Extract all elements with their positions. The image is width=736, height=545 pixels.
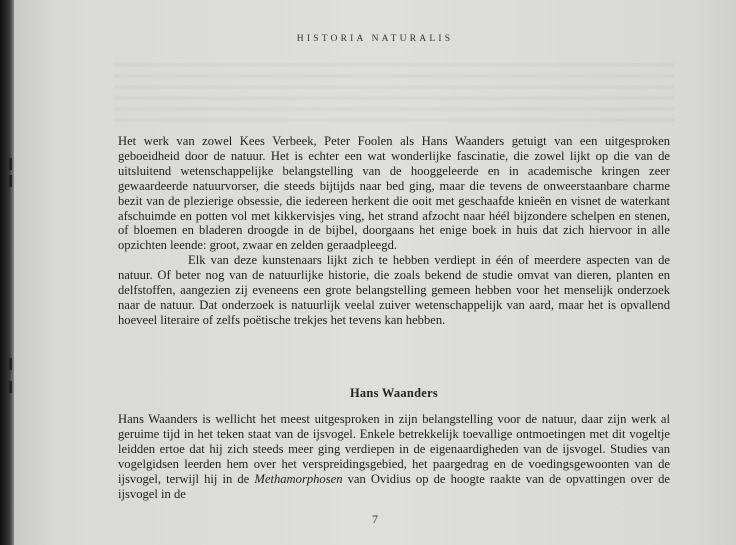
show-through-text [114, 55, 674, 125]
intro-text-block [118, 134, 670, 328]
binding-mark [9, 175, 12, 187]
running-header: HISTORIA NATURALIS [296, 34, 454, 44]
book-page [14, 0, 736, 545]
paragraph-text-start: Hans Waanders is wellicht het meest uitgesproken in zijn belangstelling voor de natuur, daar zijn werk al geruime tijd in het teken staat van de ijsvogel. Enkele betrekkelijk toevallige ontmoetingen met dit vogeltje leidden ertoe dat hij zich steeds meer ging verdiepen in de eigenaardigheden van de ijsvogel. Studies van vogelgidsen leerden hem over het verspreidingsgebied, het paargedrag en de voedingsgewoonten van de ijsvogel, terwijl hij in de [118, 412, 670, 486]
binding-mark [9, 158, 12, 170]
binding-mark [9, 358, 12, 370]
paragraph-artists: Elk van deze kunstenaars lijkt zich te hebben verdiept in één of meerdere aspecten van de natuur. Of beter nog van de natuurlijke historie, die zoals bekend de studie omvat van dieren, planten en delfstoffen, aangezien zij eveneens een grote belangstelling gemeen hebben voor het menselijk onderzoek naar de natuur. Dat onderzoek is natuurlijk veelal zuiver wetenschappelijk van aard, maar het is opvallend hoeveel literaire of zelfs poëtische trekjes het tevens kan hebben. [118, 253, 670, 327]
book-title-italic: Methamorphosen [254, 471, 343, 486]
section-text-block [118, 412, 670, 501]
binding-mark [9, 381, 12, 393]
page-number: 7 [372, 512, 378, 526]
section-heading: Hans Waanders [349, 386, 439, 400]
paragraph-intro: Het werk van zowel Kees Verbeek, Peter Foolen als Hans Waanders getuigt van een uitgesproken geboeidheid door de natuur. Het is echter een wat wonderlijke fascinatie, die zowel lijkt op die van de uitsluitend wetenschappelijke belangstelling van de hooggeleerde en in academische kringen zeer gewaardeerde natuurvorser, die steeds bijtijds naar bed ging, maar die tevens de onweerstaanbare charme bezit van de plezierige obsessie, die iedereen herkent die ooit met geschaafde knieën en visnet de waterkant afschuimde en potten vol met kikkervisjes ving, het strand afzocht naar héél bijzondere schelpen en stenen, of bloemen en bladeren droogde in de bijbel, doorgaans het enige boek in huis dat zich hiervoor in alle opzichten leende: groot, zwaar en zelden geraadpleegd. [118, 134, 670, 253]
paragraph-text-end: van Ovidius op de hoogte raakte van de opvattingen over de ijsvogel in de [118, 471, 670, 501]
book-gutter-shadow [0, 0, 14, 545]
paragraph-hans-waanders [118, 412, 670, 501]
